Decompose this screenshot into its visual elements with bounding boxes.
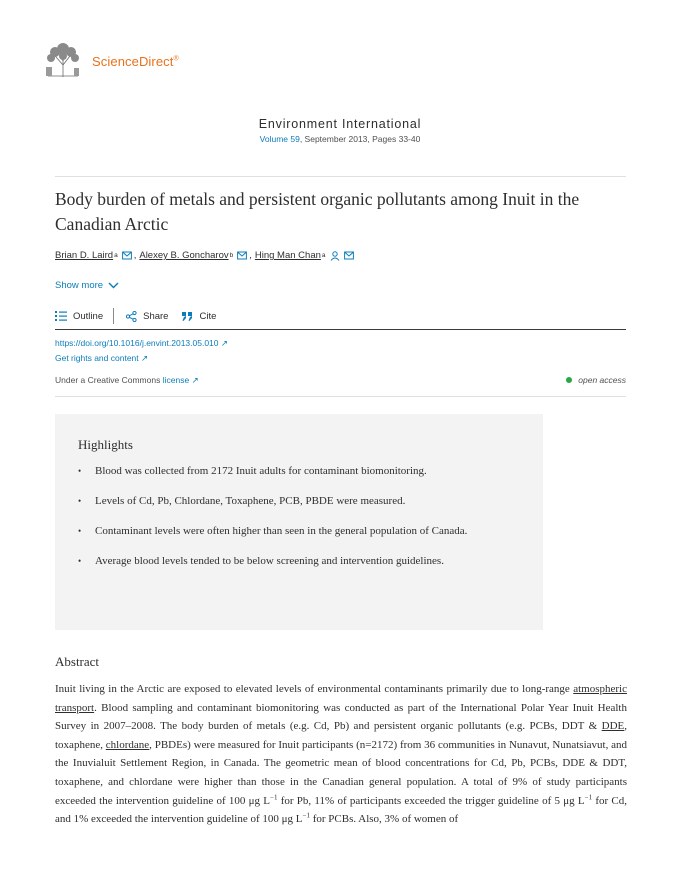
license-link[interactable]: license ↗ xyxy=(162,375,199,385)
abstract-body xyxy=(55,680,627,829)
author-name-link[interactable]: Brian D. Laird xyxy=(55,250,114,261)
outline-button[interactable] xyxy=(55,311,103,322)
cite-button[interactable] xyxy=(182,311,216,322)
share-button[interactable] xyxy=(126,311,168,322)
abstract-text: for Cd, and 1% exceeded the intervention guideline of 100 μg L xyxy=(55,794,628,826)
share-label: Share xyxy=(143,310,169,322)
author-name-link[interactable]: Hing Man Chan xyxy=(254,250,321,261)
journal-volume xyxy=(0,134,680,144)
divider xyxy=(55,176,626,177)
highlight-item: • Contaminant levels were often higher than seen in the general population of Canada. xyxy=(78,522,528,541)
journal-name[interactable]: Environment International xyxy=(258,117,422,131)
author-name-link[interactable]: Alexey B. Goncharov xyxy=(139,250,229,261)
abstract-text: , PBDEs) were measured for Inuit participants (n=2172) from 36 communities in Nunavut, Nunatsiavut, and the Inuvialuit Settlement Region, in Canada. The geometric mean of blood concentrations for Cd, Pb, PCBs, DDE & DDT, toxaphene, and chlordane were higher than those in the Canadian general population. A total of 9% of study participants exceeded the intervention guideline of 100 μg L xyxy=(55,738,628,807)
volume-link[interactable]: Volume 59 xyxy=(259,134,300,144)
toolbar-separator xyxy=(113,308,114,324)
open-access-label: open access xyxy=(578,375,626,385)
elsevier-tree-logo-icon xyxy=(43,43,83,79)
license-prefix: Under a Creative Commons xyxy=(55,375,163,385)
abstract-title: Abstract xyxy=(55,654,100,669)
doi-link[interactable] xyxy=(55,338,228,349)
abstract-superscript: −1 xyxy=(270,792,278,801)
abstract-term-link[interactable]: DDE xyxy=(601,720,625,733)
rights-text: Get rights and content xyxy=(55,353,139,363)
journal-info xyxy=(0,117,680,144)
mail-icon[interactable] xyxy=(344,251,354,260)
publisher-logo[interactable] xyxy=(43,43,179,79)
share-icon xyxy=(126,311,137,322)
author-entry xyxy=(139,250,252,261)
highlight-item: • Blood was collected from 2172 Inuit adults for contaminant biomonitoring. xyxy=(78,462,528,481)
author-affiliation[interactable]: a xyxy=(321,252,326,259)
abstract-text: for PCBs. Also, 3% of women of xyxy=(309,813,459,826)
abstract-text: . Blood sampling and contaminant biomonitoring was conducted as part of the International Polar Year Inuit Health Survey in 2007–2008. The body burden of metals (e.g. Cd, Pb) and persistent organic pollutants (e.g. PCBs, DDT & xyxy=(55,701,627,733)
rights-link[interactable] xyxy=(55,353,148,364)
mail-icon[interactable] xyxy=(122,251,132,260)
mail-icon[interactable] xyxy=(237,251,247,260)
license-info xyxy=(55,375,199,386)
author-affiliation[interactable]: b xyxy=(229,252,234,259)
quote-icon xyxy=(182,312,193,321)
person-icon[interactable] xyxy=(330,251,340,260)
divider xyxy=(55,396,626,397)
highlights-title: Highlights xyxy=(78,437,133,452)
abstract-superscript: −1 xyxy=(302,811,310,820)
toolbar-underline xyxy=(55,329,626,330)
article-toolbar xyxy=(55,308,216,324)
author-separator: , xyxy=(133,250,137,261)
abstract-text: for Pb, 11% of participants exceeded the trigger guideline of 5 μg L xyxy=(277,794,585,807)
publisher-name: ScienceDirect® xyxy=(92,53,179,69)
highlights-list xyxy=(78,462,528,571)
cite-label: Cite xyxy=(199,310,217,322)
show-more-button[interactable] xyxy=(55,280,119,291)
show-more-label: Show more xyxy=(55,280,104,291)
author-affiliation[interactable]: a xyxy=(114,252,118,259)
abstract-text: , toxaphene, xyxy=(55,720,627,751)
abstract-term-link[interactable]: atmospheric transport xyxy=(55,683,627,714)
external-link-icon: ↗ xyxy=(141,353,149,363)
registered-mark: ® xyxy=(173,55,179,63)
abstract-text: Inuit living in the Arctic are exposed to elevated levels of environmental contaminants primarily due to long-range xyxy=(55,683,574,695)
doi-text: https://doi.org/10.1016/j.envint.2013.05.010 xyxy=(55,338,219,348)
article-title: Body burden of metals and persistent organic pollutants among Inuit in the Canadian Arctic xyxy=(55,189,580,234)
author-separator: , xyxy=(249,250,252,261)
open-access-badge xyxy=(566,375,626,385)
open-access-dot-icon xyxy=(566,377,572,383)
abstract-superscript: −1 xyxy=(584,792,593,801)
highlight-item: • Levels of Cd, Pb, Chlordane, Toxaphene, PCB, PBDE were measured. xyxy=(78,492,528,511)
list-icon xyxy=(55,311,67,321)
chevron-down-icon xyxy=(108,282,119,289)
highlights-box xyxy=(55,414,543,630)
author-entry xyxy=(55,250,136,261)
abstract-term-link[interactable]: chlordane xyxy=(105,738,150,751)
author-entry xyxy=(255,250,354,261)
external-link-icon: ↗ xyxy=(191,375,199,385)
outline-label: Outline xyxy=(73,310,104,322)
author-list xyxy=(55,250,354,261)
volume-pages: , September 2013, Pages 33-40 xyxy=(299,134,421,144)
highlight-item: • Average blood levels tended to be below screening and intervention guidelines. xyxy=(78,552,528,571)
external-link-icon: ↗ xyxy=(220,338,229,348)
